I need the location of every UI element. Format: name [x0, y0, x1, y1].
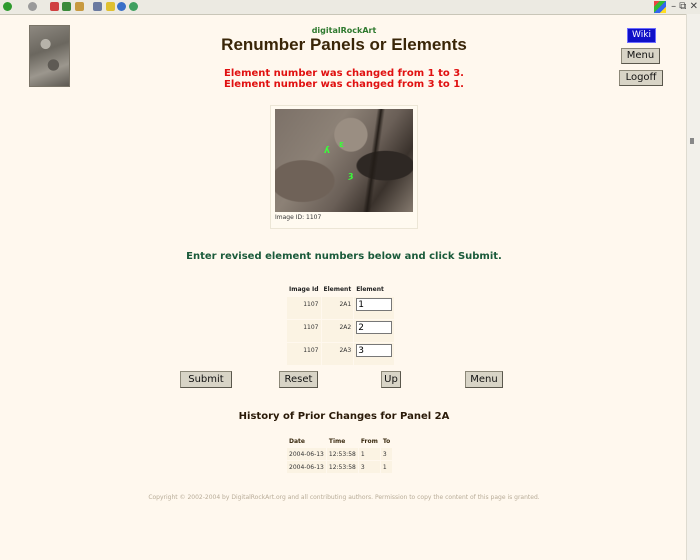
- rock-art-image[interactable]: [275, 109, 413, 212]
- copyright-footer: Copyright © 2002-2004 by DigitalRockArt.org and all contributing authors. Permission to copy the content of this page is granted.: [148, 494, 540, 501]
- table-row: [287, 297, 394, 319]
- element-cell: 2A1: [322, 297, 354, 319]
- element-table: [286, 282, 395, 366]
- to-cell: 3: [381, 448, 392, 460]
- reset-button[interactable]: Reset: [279, 371, 318, 388]
- media-icon[interactable]: [117, 2, 126, 11]
- submit-button[interactable]: Submit: [180, 371, 232, 388]
- image-id-cell: 1107: [287, 320, 321, 342]
- stop-icon[interactable]: [50, 2, 59, 11]
- element-cell: 2A2: [322, 320, 354, 342]
- table-row: [287, 461, 392, 473]
- table-row: [287, 448, 392, 460]
- forward-icon[interactable]: [28, 2, 37, 11]
- favorites-icon[interactable]: [106, 2, 115, 11]
- to-cell: 1: [381, 461, 392, 473]
- element-marker-icon: ɛ: [339, 140, 345, 150]
- up-button[interactable]: Up: [381, 371, 401, 388]
- element-cell: 2A3: [322, 343, 354, 365]
- status-message: Element number was changed from 3 to 1.: [224, 79, 464, 90]
- logoff-button[interactable]: Logoff: [619, 70, 663, 86]
- home-icon[interactable]: [75, 2, 84, 11]
- image-panel: [270, 105, 418, 229]
- column-header: Element: [323, 286, 352, 293]
- brand-name: digitalRockArt: [311, 26, 377, 35]
- element-number-input[interactable]: [356, 298, 392, 311]
- column-header: Date: [289, 437, 305, 445]
- instructions: Enter revised element numbers below and click Submit.: [186, 251, 502, 262]
- window-controls[interactable]: – ⧉ ✕: [671, 1, 698, 12]
- history-table: [286, 434, 393, 474]
- date-cell: 2004-06-13: [287, 461, 326, 473]
- search-icon[interactable]: [93, 2, 102, 11]
- time-cell: 12:53:58: [327, 461, 358, 473]
- column-header: From: [360, 437, 378, 445]
- wiki-button[interactable]: Wiki: [627, 28, 656, 43]
- image-caption: Image ID: 1107: [275, 214, 322, 221]
- image-id-cell: 1107: [287, 343, 321, 365]
- refresh-icon[interactable]: [62, 2, 71, 11]
- element-marker-icon: ʎ: [324, 146, 330, 156]
- date-cell: 2004-06-13: [287, 448, 326, 460]
- browser-toolbar: [0, 0, 700, 15]
- column-header: To: [382, 437, 391, 445]
- column-header: Time: [328, 437, 346, 445]
- history-icon[interactable]: [129, 2, 138, 11]
- back-icon[interactable]: [3, 2, 12, 11]
- page-title: Renumber Panels or Elements: [221, 35, 467, 54]
- vertical-scrollbar[interactable]: [686, 14, 700, 560]
- scroll-arrow-icon[interactable]: [690, 138, 699, 144]
- history-title: History of Prior Changes for Panel 2A: [238, 411, 450, 422]
- menu-button[interactable]: Menu: [465, 371, 503, 388]
- element-number-input[interactable]: [356, 321, 392, 334]
- status-message: Element number was changed from 1 to 3.: [224, 68, 464, 79]
- table-row: [287, 320, 394, 342]
- from-cell: 1: [359, 448, 380, 460]
- rock-crack: [363, 109, 385, 212]
- column-header: Element: [356, 286, 384, 293]
- from-cell: 3: [359, 461, 380, 473]
- column-header: Image Id: [289, 286, 319, 293]
- element-marker-icon: ȝ: [348, 171, 354, 181]
- time-cell: 12:53:58: [327, 448, 358, 460]
- element-number-input[interactable]: [356, 344, 392, 357]
- table-row: [287, 343, 394, 365]
- image-id-cell: 1107: [287, 297, 321, 319]
- menu-button-top[interactable]: Menu: [621, 48, 660, 64]
